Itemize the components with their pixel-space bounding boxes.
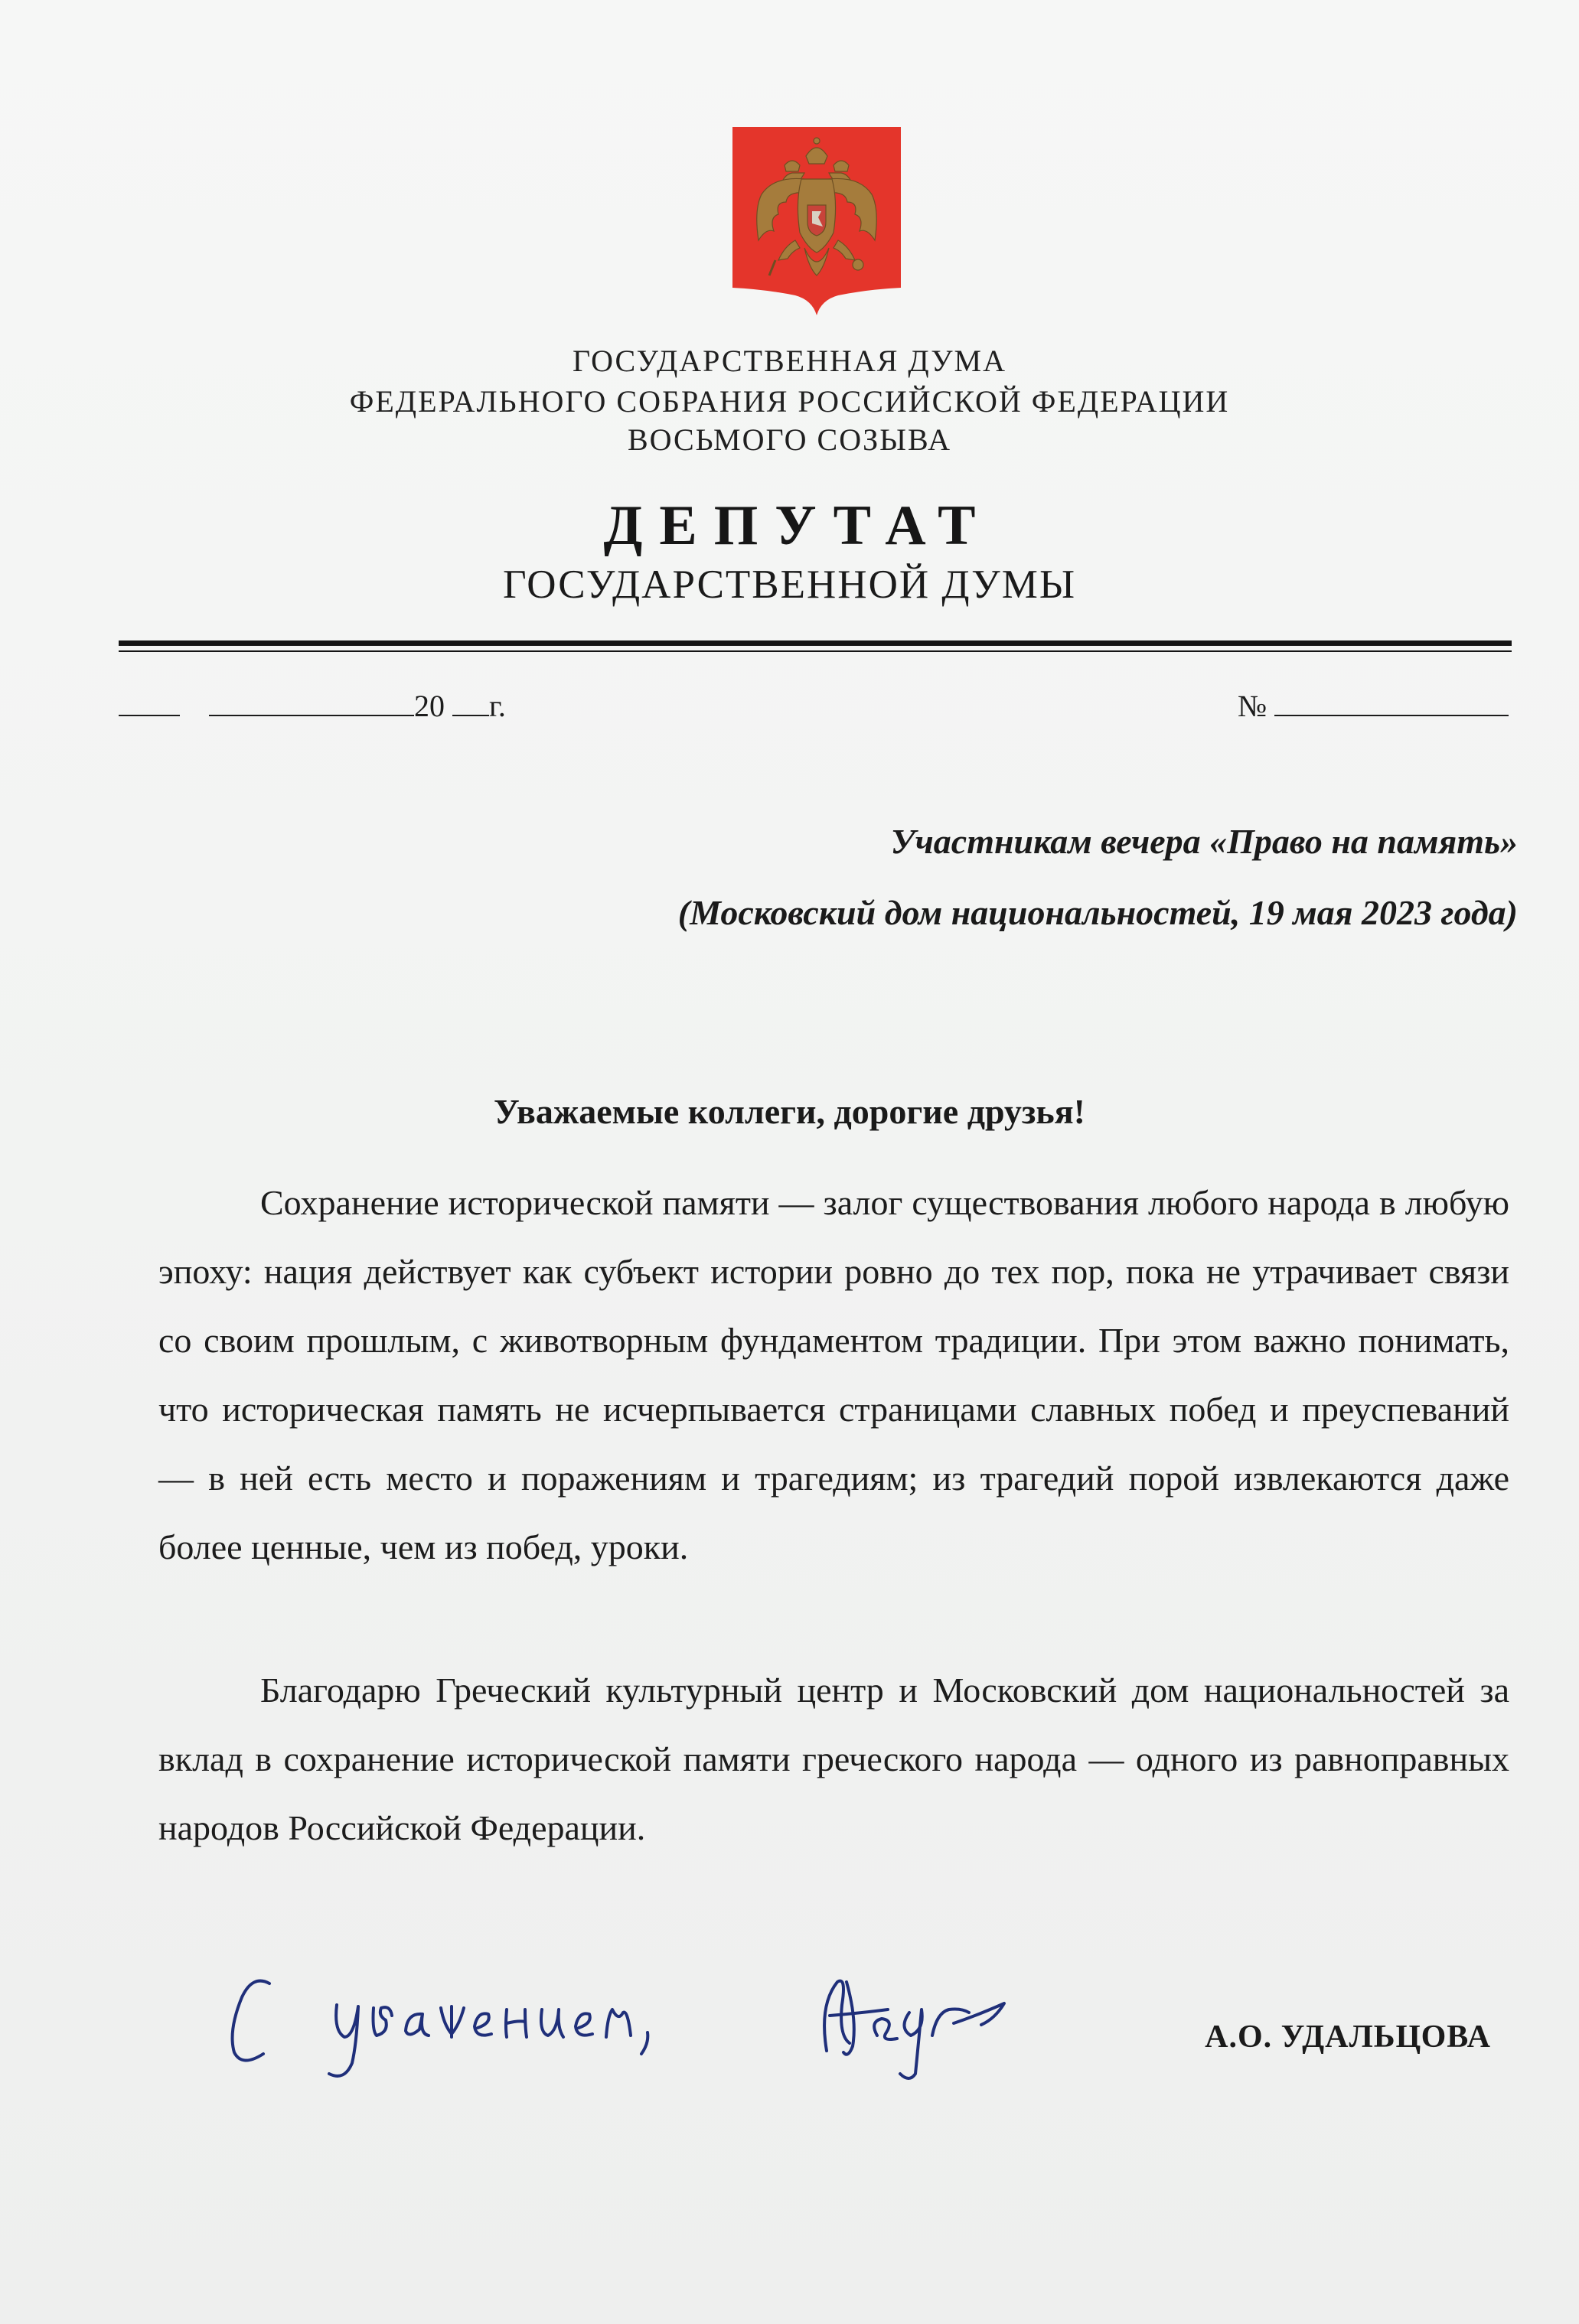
reference-number-field (1238, 689, 1509, 722)
org-name-line-1: ГОСУДАРСТВЕННАЯ ДУМА (573, 344, 1006, 378)
header-divider-thick (119, 640, 1512, 646)
handwritten-sign-off (222, 1967, 742, 2081)
addressee-line-2: (Московский дом национальностей, 19 мая 2023 года) (677, 893, 1518, 932)
org-name-line-2: ФЕДЕРАЛЬНОГО СОБРАНИЯ РОССИЙСКОЙ ФЕДЕРАЦИИ (349, 384, 1230, 419)
day-blank (119, 689, 180, 716)
coat-of-arms-icon (731, 125, 902, 317)
signer-name: А.О. УДАЛЬЦОВА (1205, 2019, 1491, 2055)
header-divider-thin (119, 650, 1512, 652)
letterhead-subtitle: ГОСУДАРСТВЕННОЙ ДУМЫ (502, 562, 1077, 607)
letterhead-title: ДЕПУТАТ (603, 494, 993, 557)
greeting: Уважаемые коллеги, дорогие друзья! (494, 1092, 1085, 1131)
month-blank (209, 689, 414, 716)
date-field (119, 689, 506, 722)
org-name-line-3: ВОСЬМОГО СОЗЫВА (627, 422, 952, 457)
body-paragraph-2: Благодарю Греческий культурный центр и Московский дом национальностей за вклад в сохранение исторической памяти греческого народа — одного из равноправных народов Российской Федерации. (158, 1670, 1509, 1847)
year-suffix: г. (489, 689, 506, 723)
number-blank (1274, 689, 1509, 716)
number-sign: № (1238, 689, 1267, 723)
year-prefix: 20 (414, 689, 445, 723)
year-blank (452, 689, 489, 716)
signature (804, 1959, 1018, 2089)
addressee-line-1: Участникам вечера «Право на память» (890, 822, 1518, 861)
body-paragraph-1: Сохранение исторической памяти — залог существования любого народа в любую эпоху: нация действует как субъект истории ровно до тех пор, пока не утрачивает связи со своим прошлым, с животворным фундаментом традиции. При этом важно понимать, что историческая память не исчерпывается страницами славных побед и преуспеваний — в ней есть место и поражениям и трагедиям; из трагедий порой извлекаются даже более ценные, чем из побед, уроки. (158, 1183, 1509, 1566)
